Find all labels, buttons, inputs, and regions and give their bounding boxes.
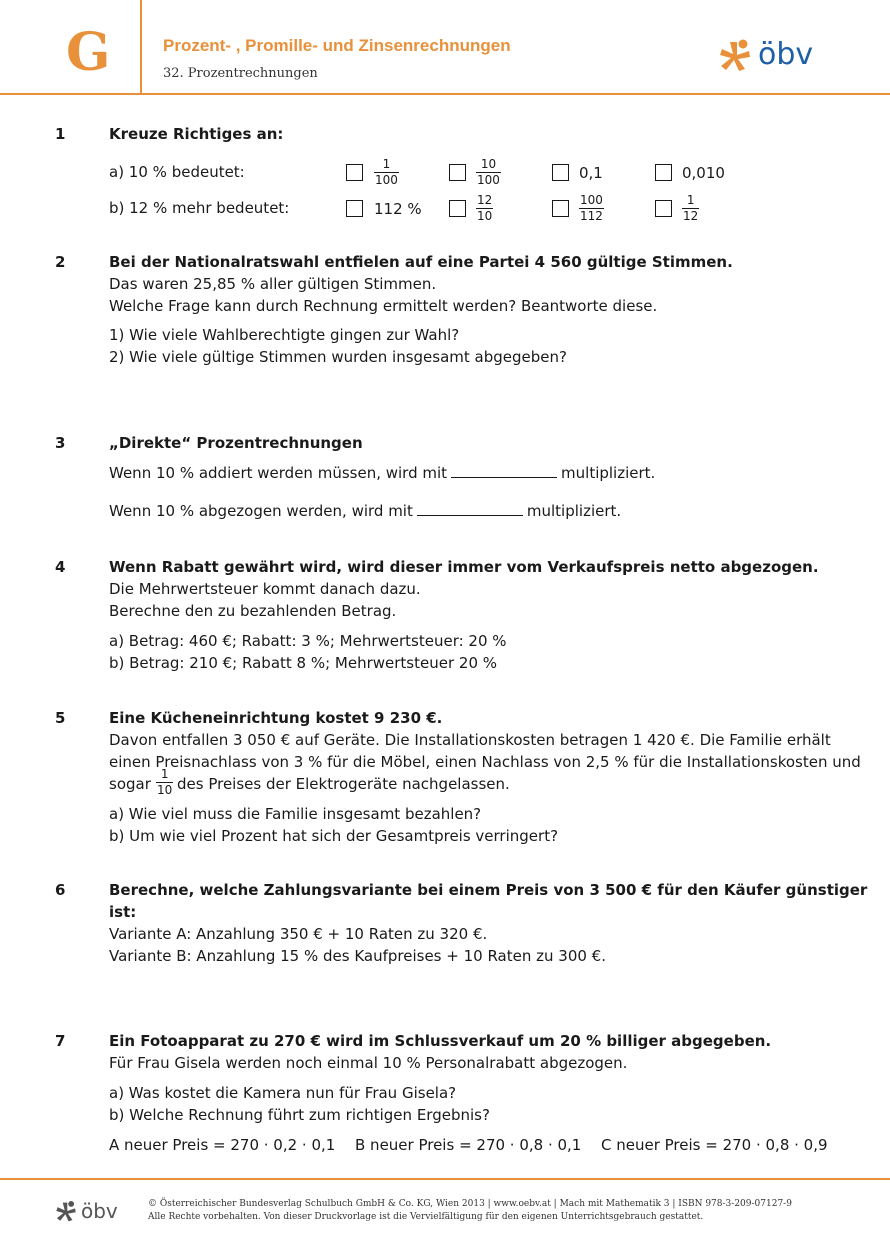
task-6-number: 6 (55, 881, 66, 899)
footer-rights: Alle Rechte vorbehalten. Von dieser Druckvorlage ist die Vervielfältigung für den eigenen Unterrichtsgebrauch gestattet. (148, 1212, 704, 1222)
task-7-line-1: Für Frau Gisela werden noch einmal 10 % Personalrabatt abgezogen. (109, 1054, 628, 1072)
task-5-heading: Eine Kücheneinrichtung kostet 9 230 €. (109, 709, 443, 727)
task-7-choice-b: B neuer Preis = 270 · 0,8 · 0,1 (355, 1136, 582, 1154)
checkbox-1b-4[interactable] (655, 200, 672, 217)
task-1-heading: Kreuze Richtiges an: (109, 125, 284, 143)
checkbox-1b-1[interactable] (346, 200, 363, 217)
task-5-line-3-rest: des Preises der Elektrogeräte nachgelassen. (177, 775, 510, 793)
task-1a-label: a) 10 % bedeutet: (109, 163, 245, 181)
task-6-variant-b: Variante B: Anzahlung 15 % des Kaufpreises + 10 Raten zu 300 €. (109, 947, 606, 965)
task-2-question-2: 2) Wie viele gültige Stimmen wurden insgesamt abgegeben? (109, 348, 567, 366)
task-7-item-a: a) Was kostet die Kamera nun für Frau Gisela? (109, 1084, 457, 1102)
task-5-item-a: a) Wie viel muss die Familie insgesamt bezahlen? (109, 805, 482, 823)
chapter-letter: G (66, 22, 111, 83)
task-2-line-2: Welche Frage kann durch Rechnung ermittelt werden? Beantworte diese. (109, 297, 658, 315)
oebv-logo-text: öbv (758, 37, 814, 72)
task-4-heading: Wenn Rabatt gewährt wird, wird dieser immer vom Verkaufspreis netto abgezogen. (109, 558, 819, 576)
task-2-question-1: 1) Wie viele Wahlberechtigte gingen zur Wahl? (109, 326, 460, 344)
task-7-choice-c: C neuer Preis = 270 · 0,8 · 0,9 (601, 1136, 828, 1154)
checkbox-1a-1[interactable] (346, 164, 363, 181)
oebv-star-icon (718, 38, 752, 72)
task-5-item-b: b) Um wie viel Prozent hat sich der Gesamtpreis verringert? (109, 827, 559, 845)
checkbox-1b-3[interactable] (552, 200, 569, 217)
task-6-heading-2: ist: (109, 903, 137, 921)
task-4-item-a: a) Betrag: 460 €; Rabatt: 3 %; Mehrwertsteuer: 20 % (109, 632, 507, 650)
task-5-line-1: Davon entfallen 3 050 € auf Geräte. Die Installationskosten betragen 1 420 €. Die Familie erhält (109, 731, 831, 749)
footer-oebv-logo (55, 1200, 118, 1222)
task-7-item-b: b) Welche Rechnung führt zum richtigen Ergebnis? (109, 1106, 490, 1124)
fraction-1-12: 1 12 (683, 193, 699, 223)
answer-blank-1[interactable] (451, 463, 557, 478)
checkbox-1a-4[interactable] (655, 164, 672, 181)
footer-logo-text: öbv (81, 1199, 118, 1223)
task-1b-label: b) 12 % mehr bedeutet: (109, 199, 290, 217)
task-7-choice-a: A neuer Preis = 270 · 0,2 · 0,1 (109, 1136, 336, 1154)
fraction-1-10: 1 10 (157, 767, 173, 797)
section-subtitle: 32. Prozentrechnungen (163, 66, 318, 81)
task-6-heading-1: Berechne, welche Zahlungsvariante bei einem Preis von 3 500 € für den Käufer günstiger (109, 881, 868, 899)
task-4-number: 4 (55, 558, 66, 576)
fraction-10-100: 10 100 (477, 157, 500, 187)
footer-rule (0, 1178, 890, 1180)
task-5-line-2: einen Preisnachlass von 3 % für die Möbel, einen Nachlass von 2,5 % für die Installationskosten und (109, 753, 861, 771)
task-2-heading: Bei der Nationalratswahl entfielen auf eine Partei 4 560 gültige Stimmen. (109, 253, 733, 271)
task-3-line-2: Wenn 10 % abgezogen werden, wird mit multipliziert. (109, 502, 622, 520)
task-4-item-b: b) Betrag: 210 €; Rabatt 8 %; Mehrwertsteuer 20 % (109, 654, 498, 672)
header-divider (140, 0, 142, 94)
task-3-number: 3 (55, 434, 66, 452)
task-4-line-2: Berechne den zu bezahlenden Betrag. (109, 602, 397, 620)
task-7-heading: Ein Fotoapparat zu 270 € wird im Schlussverkauf um 20 % billiger abgegeben. (109, 1032, 772, 1050)
option-0-1: 0,1 (579, 164, 603, 182)
oebv-logo (718, 38, 813, 72)
task-2-line-1: Das waren 25,85 % aller gültigen Stimmen. (109, 275, 437, 293)
header-rule (0, 93, 890, 95)
task-3-line-1: Wenn 10 % addiert werden müssen, wird mit multipliziert. (109, 464, 656, 482)
fraction-12-10: 12 10 (477, 193, 493, 223)
task-5-line-3: sogar (109, 775, 151, 793)
task-4-line-1: Die Mehrwertsteuer kommt danach dazu. (109, 580, 421, 598)
footer-star-icon (55, 1200, 77, 1222)
fraction-1-100: 1 100 (375, 157, 398, 187)
fraction-100-112: 100 112 (580, 193, 603, 223)
checkbox-1a-2[interactable] (449, 164, 466, 181)
checkbox-1a-3[interactable] (552, 164, 569, 181)
task-3-heading: „Direkte“ Prozentrechnungen (109, 434, 363, 452)
footer-copyright: © Österreichischer Bundesverlag Schulbuch GmbH & Co. KG, Wien 2013 | www.oebv.at | Mach mit Mathematik 3 | ISBN 978-3-209-07127-9 (148, 1199, 792, 1209)
task-6-variant-a: Variante A: Anzahlung 350 € + 10 Raten zu 320 €. (109, 925, 488, 943)
checkbox-1b-2[interactable] (449, 200, 466, 217)
task-1-number: 1 (55, 125, 66, 143)
task-2-number: 2 (55, 253, 66, 271)
answer-blank-2[interactable] (417, 501, 523, 516)
option-112-percent: 112 % (374, 200, 422, 218)
chapter-title: Prozent- , Promille- und Zinsenrechnungen (163, 36, 511, 55)
option-0-010: 0,010 (682, 164, 725, 182)
task-7-number: 7 (55, 1032, 66, 1050)
task-5-number: 5 (55, 709, 66, 727)
